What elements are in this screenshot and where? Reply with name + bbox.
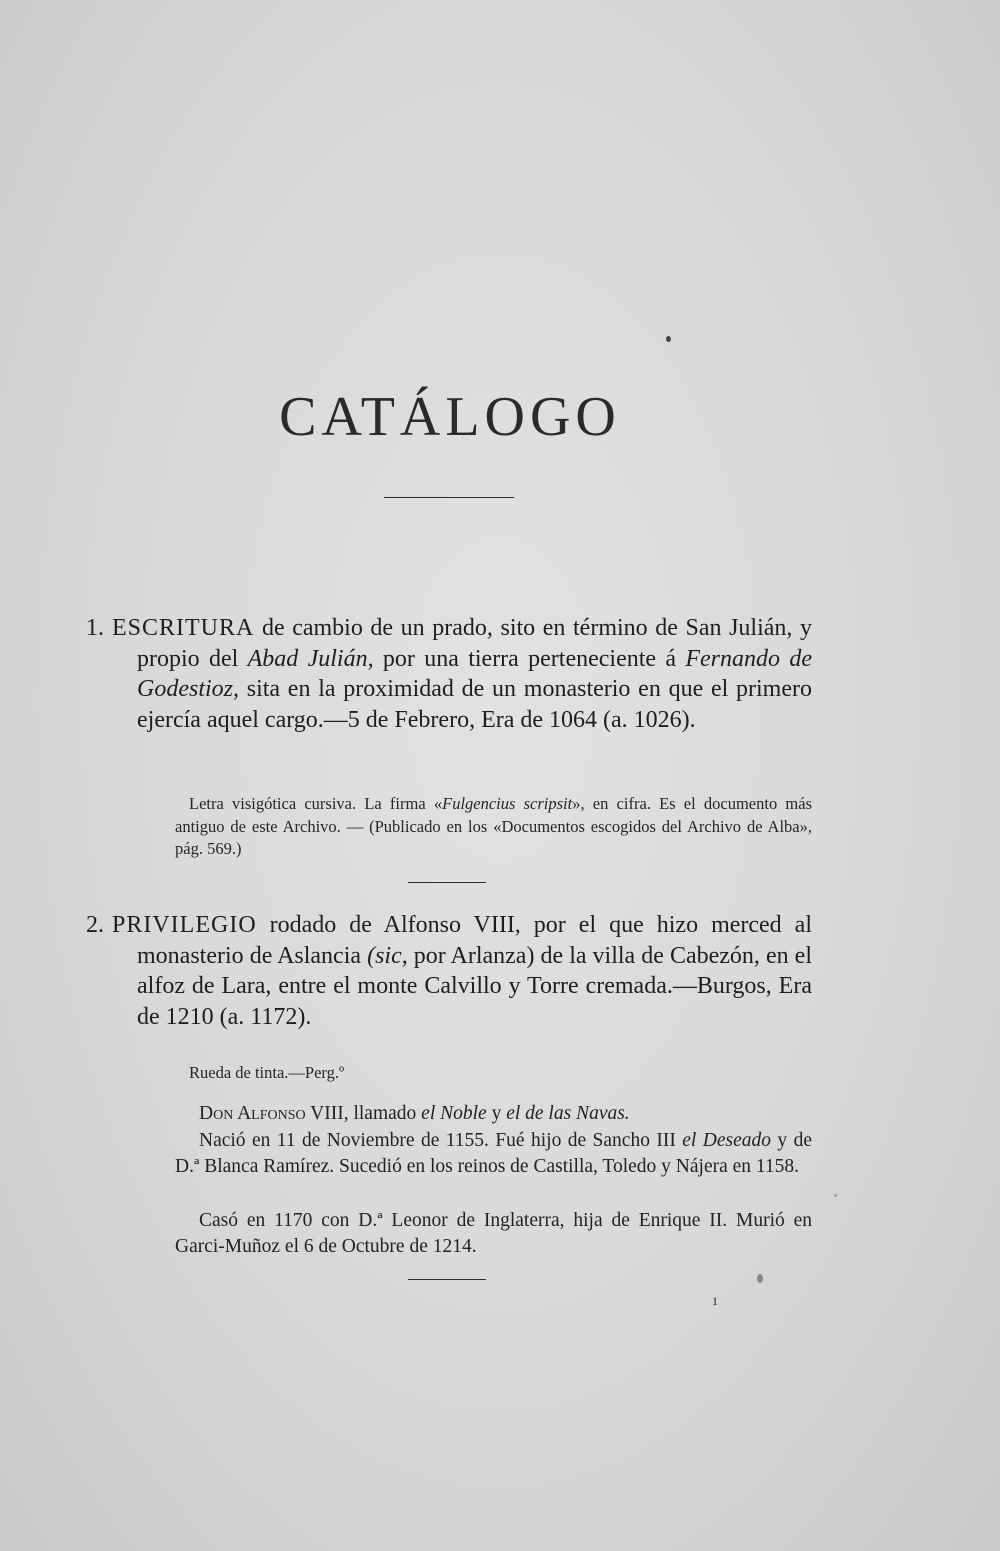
entry-italic-name: Abad Julián, (247, 645, 374, 672)
note-text: », en cifra. Es el documento más antiguo de este Archivo. — (Publicado en los «Documentos escogidos del Archivo de Alba», pág. 569.) (175, 794, 812, 858)
bio-text: VIII, llamado (305, 1103, 422, 1124)
bio-name: Don Alfonso (199, 1103, 306, 1124)
entry-note (175, 1062, 812, 1085)
entry-text: por una tierra perteneciente á (373, 645, 686, 672)
bio-italic: el Deseado (682, 1130, 771, 1151)
entry-text: rodado de Alfonso VIII, por el que hizo merced al monasterio de Aslancia (137, 912, 812, 969)
page-title: CATÁLOGO (279, 386, 621, 448)
entry-text: de cambio de un prado, sito en término de San Julián, y propio del (137, 615, 812, 672)
ink-speck (666, 336, 671, 342)
bio-text: y de D.ª Blanca Ramírez. Sucedió en los reinos de Castilla, Toledo y Nájera en 1158. (175, 1130, 812, 1177)
catalog-entry-1 (86, 613, 812, 735)
note-text: Rueda de tinta.—Perg.º (189, 1063, 345, 1082)
note-italic: Fulgencius scripsit (442, 794, 573, 813)
entry-text: sita en la proximidad de un monasterio en que el primero ejercía aquel cargo.—5 de Febrero, Era de 1064 (a. 1026). (137, 676, 812, 733)
entry-divider (408, 882, 486, 883)
biography-paragraph-1 (175, 1101, 812, 1127)
note-text: Letra visigótica cursiva. La firma « (189, 794, 443, 813)
bio-italic: el Noble (421, 1103, 487, 1124)
entry-lead-word: PRIVILEGIO (112, 912, 257, 938)
entry-divider (408, 1279, 486, 1280)
title-divider (384, 497, 514, 498)
page-number: 1 (712, 1294, 718, 1308)
ink-speck (757, 1274, 763, 1283)
biography-paragraph-2 (175, 1128, 812, 1180)
bio-text: y (486, 1103, 507, 1124)
entry-lead-word: ESCRITURA (112, 615, 255, 641)
entry-number: 2. (86, 912, 104, 938)
bio-text: Casó en 1170 con D.ª Leonor de Inglaterra, hija de Enrique II. Murió en Garci-Muñoz el 6 de Octubre de 1214. (175, 1210, 812, 1257)
entry-text: por Arlanza) de la villa de Cabezón, en el alfoz de Lara, entre el monte Calvillo y Torre cremada.—Burgos, Era de 1210 (a. 1172). (137, 942, 812, 1030)
ink-speck (834, 1194, 837, 1197)
biography-paragraph-3 (175, 1208, 812, 1260)
entry-italic-sic: (sic, (367, 942, 408, 969)
entry-number: 1. (86, 615, 104, 641)
entry-italic-name: Fernando de Godestioz, (137, 645, 812, 702)
catalog-entry-2 (86, 910, 812, 1032)
bio-italic: el de las Navas. (506, 1103, 630, 1124)
bio-text: Nació en 11 de Noviembre de 1155. Fué hijo de Sancho III (199, 1130, 683, 1151)
entry-note (175, 793, 812, 861)
